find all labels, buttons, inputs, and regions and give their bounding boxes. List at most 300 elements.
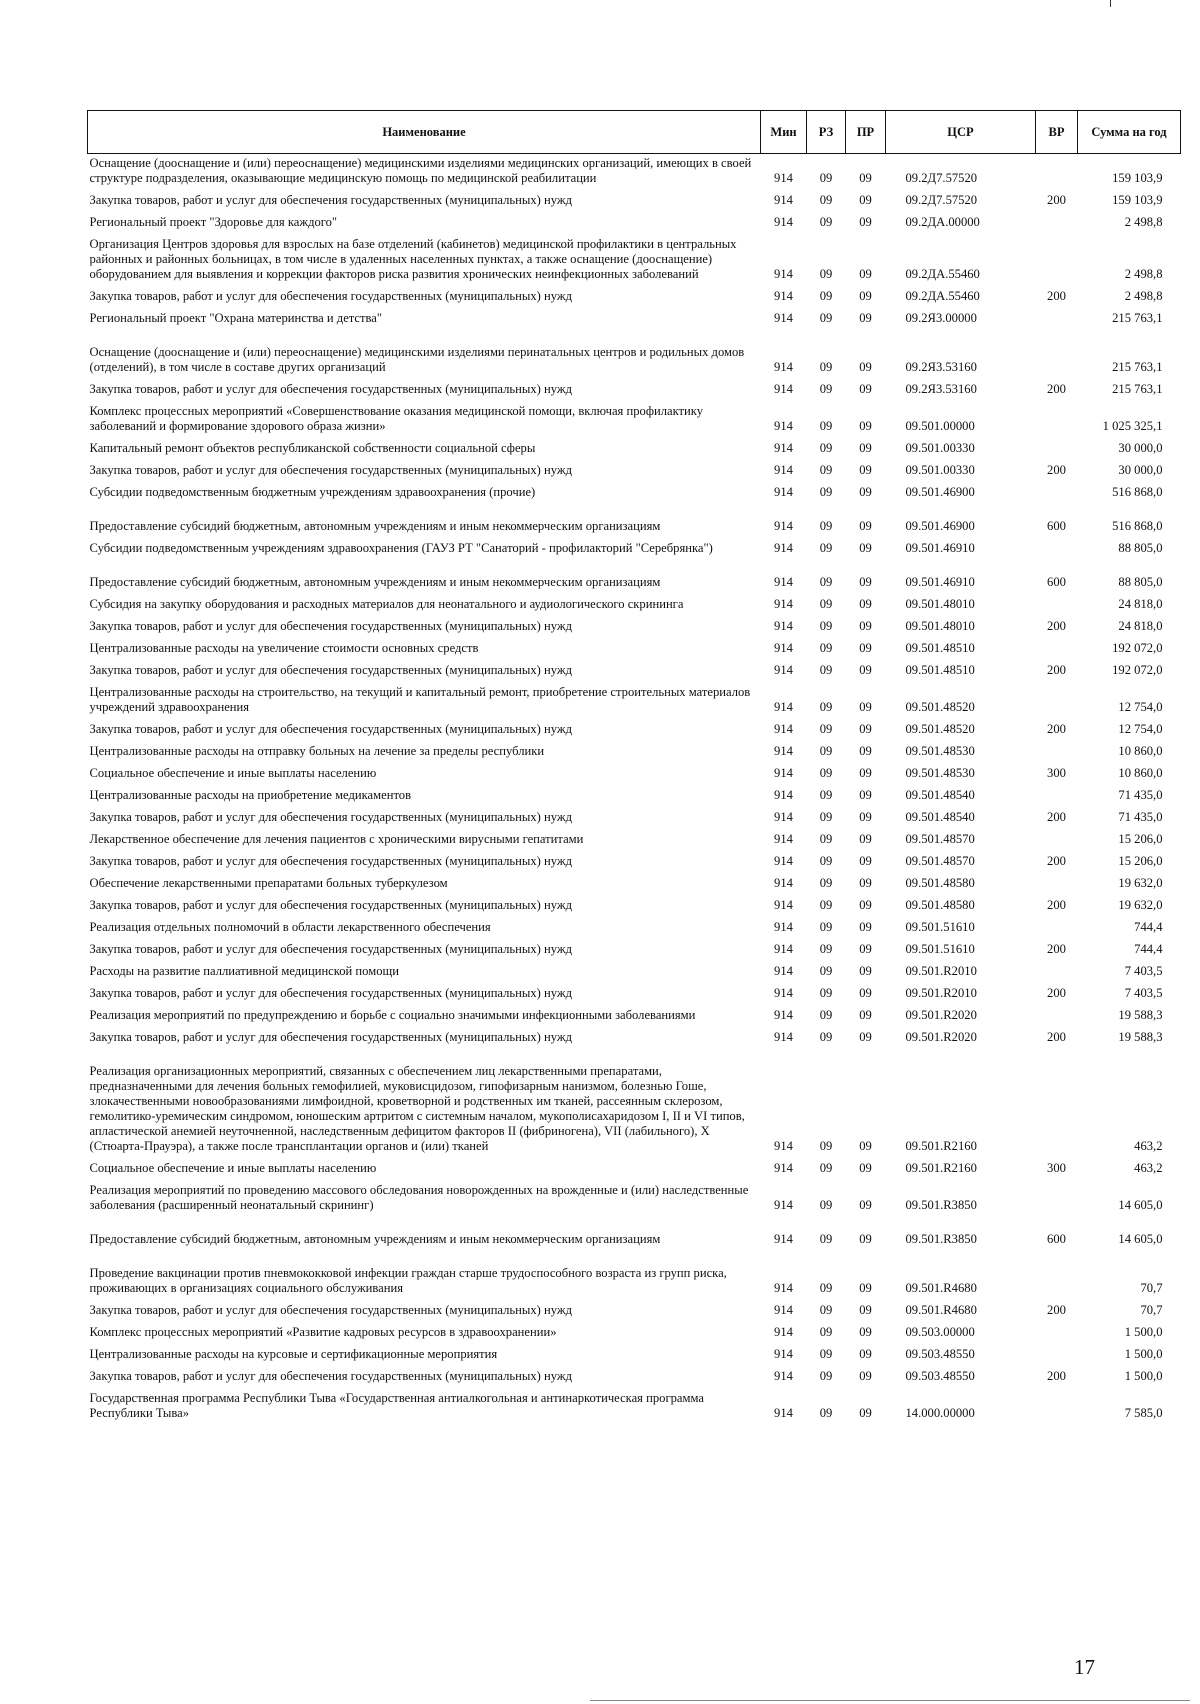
cell-pr: 09 xyxy=(859,267,872,281)
cell-pr: 09 xyxy=(859,788,872,802)
cell-name: Капитальный ремонт объектов республиканской собственности социальной сферы xyxy=(89,441,536,455)
cell-vr xyxy=(1036,830,1078,852)
cell-min: 914 xyxy=(774,641,793,655)
cell-sum: 24 818,0 xyxy=(1118,597,1163,611)
table-row xyxy=(88,309,1181,331)
table-row xyxy=(88,1389,1181,1426)
cell-min: 914 xyxy=(774,441,793,455)
table-row xyxy=(88,154,1181,192)
header-name: Наименование xyxy=(88,111,761,154)
cell-min: 914 xyxy=(774,722,793,736)
cell-pr: 09 xyxy=(859,215,872,229)
table-row xyxy=(88,539,1181,561)
cell-csr: 09.2ДА.00000 xyxy=(905,215,980,229)
cell-pr: 09 xyxy=(859,597,872,611)
cell-vr xyxy=(1036,683,1078,720)
table-row xyxy=(88,561,1181,595)
cell-min: 914 xyxy=(774,1281,793,1295)
cell-min: 914 xyxy=(774,1161,793,1175)
cell-name: Закупка товаров, работ и услуг для обеспечения государственных (муниципальных) нужд xyxy=(89,193,572,207)
cell-rz: 09 xyxy=(819,1281,833,1295)
table-row xyxy=(88,402,1181,439)
cell-csr: 09.2Я3.00000 xyxy=(905,311,977,325)
cell-sum: 19 632,0 xyxy=(1118,876,1163,890)
cell-min: 914 xyxy=(774,382,793,396)
table-row xyxy=(88,213,1181,235)
cell-csr: 09.501.46900 xyxy=(905,519,975,533)
header-vr: ВР xyxy=(1036,111,1078,154)
cell-min: 914 xyxy=(774,1030,793,1044)
cell-vr: 200 xyxy=(1047,986,1066,1000)
cell-vr xyxy=(1036,483,1078,505)
cell-min: 914 xyxy=(774,575,793,589)
cell-name: Закупка товаров, работ и услуг для обеспечения государственных (муниципальных) нужд xyxy=(89,986,572,1000)
cell-csr: 09.2Д7.57520 xyxy=(905,171,978,185)
table-row xyxy=(88,1006,1181,1028)
cell-vr: 200 xyxy=(1047,898,1066,912)
cell-vr xyxy=(1036,1252,1078,1301)
cell-rz: 09 xyxy=(819,663,833,677)
cell-name: Централизованные расходы на курсовые и сертификационные мероприятия xyxy=(89,1347,498,1361)
cell-csr: 09.501.R4680 xyxy=(905,1281,977,1295)
cell-csr: 09.501.51610 xyxy=(905,942,975,956)
table-body xyxy=(88,154,1181,1427)
cell-name: Региональный проект "Здоровье для каждого" xyxy=(89,215,338,229)
cell-min: 914 xyxy=(774,463,793,477)
cell-csr: 09.501.R2160 xyxy=(905,1161,977,1175)
scan-mark xyxy=(1110,0,1111,7)
budget-table xyxy=(87,110,1181,1426)
table-row xyxy=(88,1159,1181,1181)
cell-sum: 19 588,3 xyxy=(1118,1008,1163,1022)
table-row xyxy=(88,852,1181,874)
cell-sum: 2 498,8 xyxy=(1124,215,1163,229)
cell-pr: 09 xyxy=(859,700,872,714)
cell-vr xyxy=(1036,639,1078,661)
cell-pr: 09 xyxy=(859,1303,872,1317)
cell-min: 914 xyxy=(774,854,793,868)
table-row xyxy=(88,1181,1181,1218)
cell-name: Субсидия на закупку оборудования и расходных материалов для неонатального и аудиологического скрининга xyxy=(89,597,684,611)
cell-rz: 09 xyxy=(819,419,833,433)
table-row xyxy=(88,380,1181,402)
cell-rz: 09 xyxy=(819,193,833,207)
cell-rz: 09 xyxy=(819,700,833,714)
cell-rz: 09 xyxy=(819,898,833,912)
table-row xyxy=(88,918,1181,940)
cell-name: Централизованные расходы на увеличение стоимости основных средств xyxy=(89,641,479,655)
cell-csr: 09.501.R4680 xyxy=(905,1303,977,1317)
table-row xyxy=(88,235,1181,287)
cell-sum: 7 403,5 xyxy=(1124,986,1163,1000)
cell-name: Социальное обеспечение и иные выплаты населению xyxy=(89,766,377,780)
cell-csr: 09.501.48510 xyxy=(905,663,975,677)
cell-vr xyxy=(1036,235,1078,287)
cell-min: 914 xyxy=(774,485,793,499)
cell-pr: 09 xyxy=(859,419,872,433)
cell-rz: 09 xyxy=(819,788,833,802)
cell-csr: 09.2Д7.57520 xyxy=(905,193,978,207)
cell-pr: 09 xyxy=(859,463,872,477)
table-row xyxy=(88,1050,1181,1159)
cell-min: 914 xyxy=(774,193,793,207)
cell-sum: 2 498,8 xyxy=(1124,267,1163,281)
cell-csr: 09.501.48520 xyxy=(905,700,975,714)
table-row xyxy=(88,984,1181,1006)
cell-rz: 09 xyxy=(819,810,833,824)
table-row xyxy=(88,595,1181,617)
cell-sum: 516 868,0 xyxy=(1112,485,1163,499)
cell-pr: 09 xyxy=(859,193,872,207)
cell-sum: 24 818,0 xyxy=(1118,619,1163,633)
cell-sum: 10 860,0 xyxy=(1118,744,1163,758)
cell-pr: 09 xyxy=(859,1325,872,1339)
cell-rz: 09 xyxy=(819,575,833,589)
header-csr: ЦСР xyxy=(886,111,1036,154)
cell-sum: 14 605,0 xyxy=(1118,1198,1163,1212)
cell-min: 914 xyxy=(774,519,793,533)
cell-csr: 09.501.48530 xyxy=(905,744,975,758)
cell-csr: 09.501.R2160 xyxy=(905,1139,977,1153)
cell-sum: 215 763,1 xyxy=(1112,311,1163,325)
cell-pr: 09 xyxy=(859,1232,872,1246)
table-row xyxy=(88,287,1181,309)
cell-csr: 09.501.48570 xyxy=(905,832,975,846)
cell-vr xyxy=(1036,1006,1078,1028)
cell-pr: 09 xyxy=(859,832,872,846)
cell-pr: 09 xyxy=(859,360,872,374)
cell-name: Закупка товаров, работ и услуг для обеспечения государственных (муниципальных) нужд xyxy=(89,942,572,956)
cell-name: Предоставление субсидий бюджетным, автономным учреждениям и иным некоммерческим организациям xyxy=(89,519,661,533)
cell-min: 914 xyxy=(774,541,793,555)
cell-vr xyxy=(1036,962,1078,984)
table-row xyxy=(88,617,1181,639)
cell-vr xyxy=(1036,539,1078,561)
table-row xyxy=(88,896,1181,918)
cell-name: Закупка товаров, работ и услуг для обеспечения государственных (муниципальных) нужд xyxy=(89,463,572,477)
cell-vr xyxy=(1036,595,1078,617)
cell-sum: 14 605,0 xyxy=(1118,1232,1163,1246)
table-row xyxy=(88,874,1181,896)
cell-pr: 09 xyxy=(859,986,872,1000)
cell-rz: 09 xyxy=(819,267,833,281)
cell-sum: 1 500,0 xyxy=(1124,1347,1163,1361)
cell-sum: 463,2 xyxy=(1134,1139,1163,1153)
cell-rz: 09 xyxy=(819,1161,833,1175)
cell-csr: 09.501.48010 xyxy=(905,597,975,611)
cell-sum: 2 498,8 xyxy=(1124,289,1163,303)
cell-sum: 744,4 xyxy=(1134,942,1163,956)
cell-pr: 09 xyxy=(859,663,872,677)
table-row xyxy=(88,1345,1181,1367)
cell-vr: 600 xyxy=(1047,575,1066,589)
cell-vr: 200 xyxy=(1047,1030,1066,1044)
table-row xyxy=(88,505,1181,539)
header-rz: РЗ xyxy=(807,111,846,154)
cell-pr: 09 xyxy=(859,289,872,303)
cell-rz: 09 xyxy=(819,641,833,655)
cell-min: 914 xyxy=(774,964,793,978)
cell-rz: 09 xyxy=(819,360,833,374)
table-row xyxy=(88,720,1181,742)
cell-csr: 09.501.R3850 xyxy=(905,1232,977,1246)
cell-sum: 7 403,5 xyxy=(1124,964,1163,978)
cell-sum: 88 805,0 xyxy=(1118,575,1163,589)
table-row xyxy=(88,191,1181,213)
cell-min: 914 xyxy=(774,986,793,1000)
cell-rz: 09 xyxy=(819,597,833,611)
cell-min: 914 xyxy=(774,1198,793,1212)
cell-sum: 159 103,9 xyxy=(1112,193,1163,207)
cell-vr: 300 xyxy=(1047,1161,1066,1175)
cell-csr: 09.501.51610 xyxy=(905,920,975,934)
cell-rz: 09 xyxy=(819,463,833,477)
cell-rz: 09 xyxy=(819,541,833,555)
cell-pr: 09 xyxy=(859,1369,872,1383)
cell-pr: 09 xyxy=(859,1281,872,1295)
cell-csr: 09.501.46900 xyxy=(905,485,975,499)
cell-name: Реализация мероприятий по проведению массового обследования новорожденных на врожденные и (или) наследственные заболевания (расширенный неонатальный скрининг) xyxy=(89,1183,749,1212)
cell-name: Централизованные расходы на строительство, на текущий и капитальный ремонт, приобретение строительных материалов учреждений здравоохранения xyxy=(89,685,751,714)
cell-pr: 09 xyxy=(859,1030,872,1044)
cell-csr: 09.2ДА.55460 xyxy=(905,267,980,281)
cell-sum: 192 072,0 xyxy=(1112,641,1163,655)
cell-name: Субсидии подведомственным учреждениям здравоохранения (ГАУЗ РТ "Санаторий - профилакторий "Серебрянка") xyxy=(89,541,713,555)
cell-rz: 09 xyxy=(819,289,833,303)
cell-vr xyxy=(1036,1345,1078,1367)
cell-vr: 200 xyxy=(1047,810,1066,824)
cell-min: 914 xyxy=(774,311,793,325)
cell-pr: 09 xyxy=(859,541,872,555)
cell-name: Закупка товаров, работ и услуг для обеспечения государственных (муниципальных) нужд xyxy=(89,898,572,912)
cell-rz: 09 xyxy=(819,1139,833,1153)
cell-csr: 09.501.R2020 xyxy=(905,1030,977,1044)
cell-vr xyxy=(1036,918,1078,940)
table-row xyxy=(88,331,1181,380)
cell-min: 914 xyxy=(774,1347,793,1361)
header-min: Мин xyxy=(761,111,807,154)
cell-rz: 09 xyxy=(819,171,833,185)
cell-name: Централизованные расходы на приобретение медикаментов xyxy=(89,788,412,802)
cell-name: Расходы на развитие паллиативной медицинской помощи xyxy=(89,964,399,978)
cell-pr: 09 xyxy=(859,1139,872,1153)
table-row xyxy=(88,1218,1181,1252)
cell-csr: 09.501.48580 xyxy=(905,898,975,912)
cell-rz: 09 xyxy=(819,441,833,455)
cell-sum: 71 435,0 xyxy=(1118,788,1163,802)
cell-min: 914 xyxy=(774,700,793,714)
cell-vr: 200 xyxy=(1047,854,1066,868)
cell-vr xyxy=(1036,874,1078,896)
cell-pr: 09 xyxy=(859,311,872,325)
cell-name: Комплекс процессных мероприятий «Совершенствование оказания медицинской помощи, включая профилактику заболеваний и формирование здорового образа жизни» xyxy=(89,404,704,433)
cell-pr: 09 xyxy=(859,942,872,956)
cell-rz: 09 xyxy=(819,744,833,758)
cell-sum: 10 860,0 xyxy=(1118,766,1163,780)
cell-vr xyxy=(1036,331,1078,380)
cell-pr: 09 xyxy=(859,485,872,499)
cell-name: Оснащение (дооснащение и (или) переоснащение) медицинскими изделиями перинатальных центров и родильных домов (отделений), в том числе в составе других организаций xyxy=(89,345,745,374)
cell-name: Закупка товаров, работ и услуг для обеспечения государственных (муниципальных) нужд xyxy=(89,289,572,303)
cell-vr: 300 xyxy=(1047,766,1066,780)
cell-name: Закупка товаров, работ и услуг для обеспечения государственных (муниципальных) нужд xyxy=(89,854,572,868)
cell-pr: 09 xyxy=(859,575,872,589)
cell-min: 914 xyxy=(774,898,793,912)
cell-csr: 09.501.48540 xyxy=(905,788,975,802)
cell-vr: 200 xyxy=(1047,1303,1066,1317)
cell-csr: 09.2Я3.53160 xyxy=(905,382,977,396)
cell-min: 914 xyxy=(774,597,793,611)
cell-name: Закупка товаров, работ и услуг для обеспечения государственных (муниципальных) нужд xyxy=(89,1369,572,1383)
cell-rz: 09 xyxy=(819,382,833,396)
cell-sum: 19 588,3 xyxy=(1118,1030,1163,1044)
cell-csr: 14.000.00000 xyxy=(905,1406,975,1420)
cell-rz: 09 xyxy=(819,1030,833,1044)
cell-name: Закупка товаров, работ и услуг для обеспечения государственных (муниципальных) нужд xyxy=(89,619,572,633)
cell-name: Обеспечение лекарственными препаратами больных туберкулезом xyxy=(89,876,448,890)
table-row xyxy=(88,439,1181,461)
cell-min: 914 xyxy=(774,1325,793,1339)
table-row xyxy=(88,742,1181,764)
cell-name: Оснащение (дооснащение и (или) переоснащение) медицинскими изделиями медицинских организаций, имеющих в своей структуре подразделения, оказывающие медицинскую помощь по медицинской реабилитации xyxy=(89,156,752,185)
cell-rz: 09 xyxy=(819,1347,833,1361)
cell-csr: 09.501.46910 xyxy=(905,541,975,555)
cell-csr: 09.501.46910 xyxy=(905,575,975,589)
table-row xyxy=(88,461,1181,483)
cell-pr: 09 xyxy=(859,1161,872,1175)
cell-sum: 1 500,0 xyxy=(1124,1325,1163,1339)
cell-min: 914 xyxy=(774,360,793,374)
cell-csr: 09.501.00330 xyxy=(905,441,975,455)
cell-vr xyxy=(1036,1181,1078,1218)
cell-rz: 09 xyxy=(819,942,833,956)
cell-csr: 09.501.48540 xyxy=(905,810,975,824)
cell-name: Проведение вакцинации против пневмококковой инфекции граждан старше трудоспособного возраста из групп риска, проживающих в организациях социального обслуживания xyxy=(89,1266,727,1295)
cell-min: 914 xyxy=(774,788,793,802)
cell-min: 914 xyxy=(774,1139,793,1153)
cell-sum: 15 206,0 xyxy=(1118,832,1163,846)
cell-name: Предоставление субсидий бюджетным, автономным учреждениям и иным некоммерческим организациям xyxy=(89,1232,661,1246)
cell-vr: 200 xyxy=(1047,619,1066,633)
cell-vr xyxy=(1036,213,1078,235)
cell-pr: 09 xyxy=(859,898,872,912)
cell-min: 914 xyxy=(774,832,793,846)
table-row xyxy=(88,830,1181,852)
cell-sum: 30 000,0 xyxy=(1118,463,1163,477)
cell-csr: 09.501.R2010 xyxy=(905,964,977,978)
table-row xyxy=(88,1028,1181,1050)
cell-csr: 09.2ДА.55460 xyxy=(905,289,980,303)
cell-min: 914 xyxy=(774,766,793,780)
cell-csr: 09.501.48580 xyxy=(905,876,975,890)
cell-sum: 7 585,0 xyxy=(1124,1406,1163,1420)
cell-csr: 09.503.00000 xyxy=(905,1325,975,1339)
cell-csr: 09.503.48550 xyxy=(905,1347,975,1361)
cell-pr: 09 xyxy=(859,641,872,655)
cell-rz: 09 xyxy=(819,766,833,780)
cell-min: 914 xyxy=(774,267,793,281)
cell-sum: 15 206,0 xyxy=(1118,854,1163,868)
cell-csr: 09.501.48010 xyxy=(905,619,975,633)
cell-min: 914 xyxy=(774,171,793,185)
cell-sum: 192 072,0 xyxy=(1112,663,1163,677)
cell-pr: 09 xyxy=(859,619,872,633)
cell-rz: 09 xyxy=(819,311,833,325)
cell-name: Реализация организационных мероприятий, связанных с обеспечением лиц лекарственными препаратами, предназначенными для лечения больных гемофилией, муковисцидозом, гипофизарным нанизмом, болезнью Гоше, злокачественными новообразованиями лимфоидной, кроветворной и родственных им тканей, рассеянным склерозом, гемолитико-уремическим синдромом, юношеским артритом с системным началом, мукополисахаридозом I, II и VI типов, апластической анемией неуточненной, наследственным дефицитом факторов II (фибриногена), VII (лабильного), X (Стюарта-Прауэра), а также после трансплантации органов и (или) тканей xyxy=(89,1064,745,1153)
cell-pr: 09 xyxy=(859,722,872,736)
cell-vr xyxy=(1036,742,1078,764)
table-row xyxy=(88,940,1181,962)
cell-vr: 200 xyxy=(1047,1369,1066,1383)
table-row xyxy=(88,764,1181,786)
cell-name: Реализация мероприятий по предупреждению и борьбе с социально значимыми инфекционными заболеваниями xyxy=(89,1008,696,1022)
cell-min: 914 xyxy=(774,619,793,633)
cell-sum: 30 000,0 xyxy=(1118,441,1163,455)
cell-pr: 09 xyxy=(859,519,872,533)
scan-edge-line xyxy=(590,1700,1190,1701)
cell-name: Организация Центров здоровья для взрослых на базе отделений (кабинетов) медицинской профилактики в центральных районных и районных больницах, в том числе в удаленных населенных пунктах, а также оснащение (дооснащение) оборудованием для выявления и коррекции факторов риска развития хронических неинфекционных заболеваний xyxy=(89,237,737,281)
cell-min: 914 xyxy=(774,1369,793,1383)
cell-rz: 09 xyxy=(819,986,833,1000)
cell-name: Социальное обеспечение и иные выплаты населению xyxy=(89,1161,377,1175)
cell-min: 914 xyxy=(774,942,793,956)
cell-vr: 200 xyxy=(1047,193,1066,207)
cell-rz: 09 xyxy=(819,920,833,934)
cell-csr: 09.501.48510 xyxy=(905,641,975,655)
cell-pr: 09 xyxy=(859,382,872,396)
cell-sum: 516 868,0 xyxy=(1112,519,1163,533)
table-row xyxy=(88,786,1181,808)
cell-vr xyxy=(1036,1389,1078,1426)
cell-name: Централизованные расходы на отправку больных на лечение за пределы республики xyxy=(89,744,545,758)
cell-pr: 09 xyxy=(859,810,872,824)
cell-csr: 09.501.R3850 xyxy=(905,1198,977,1212)
cell-vr: 200 xyxy=(1047,382,1066,396)
cell-pr: 09 xyxy=(859,854,872,868)
header-sum: Сумма на год xyxy=(1078,111,1181,154)
cell-rz: 09 xyxy=(819,485,833,499)
cell-csr: 09.503.48550 xyxy=(905,1369,975,1383)
table-header-row xyxy=(88,111,1181,154)
cell-sum: 71 435,0 xyxy=(1118,810,1163,824)
cell-name: Лекарственное обеспечение для лечения пациентов с хроническими вирусными гепатитами xyxy=(89,832,584,846)
cell-pr: 09 xyxy=(859,1008,872,1022)
cell-rz: 09 xyxy=(819,722,833,736)
table-row xyxy=(88,1252,1181,1301)
cell-sum: 215 763,1 xyxy=(1112,360,1163,374)
table-row xyxy=(88,962,1181,984)
cell-rz: 09 xyxy=(819,854,833,868)
cell-min: 914 xyxy=(774,419,793,433)
cell-name: Региональный проект "Охрана материнства и детства" xyxy=(89,311,383,325)
cell-pr: 09 xyxy=(859,1406,872,1420)
cell-min: 914 xyxy=(774,876,793,890)
cell-vr: 200 xyxy=(1047,663,1066,677)
cell-vr: 600 xyxy=(1047,1232,1066,1246)
cell-vr xyxy=(1036,1323,1078,1345)
page-number: 17 xyxy=(1074,1655,1095,1679)
cell-name: Закупка товаров, работ и услуг для обеспечения государственных (муниципальных) нужд xyxy=(89,810,572,824)
cell-rz: 09 xyxy=(819,1325,833,1339)
table-row xyxy=(88,1367,1181,1389)
cell-sum: 159 103,9 xyxy=(1112,171,1163,185)
cell-rz: 09 xyxy=(819,1369,833,1383)
cell-min: 914 xyxy=(774,1232,793,1246)
cell-vr xyxy=(1036,1050,1078,1159)
cell-vr: 200 xyxy=(1047,463,1066,477)
cell-min: 914 xyxy=(774,215,793,229)
cell-min: 914 xyxy=(774,289,793,303)
